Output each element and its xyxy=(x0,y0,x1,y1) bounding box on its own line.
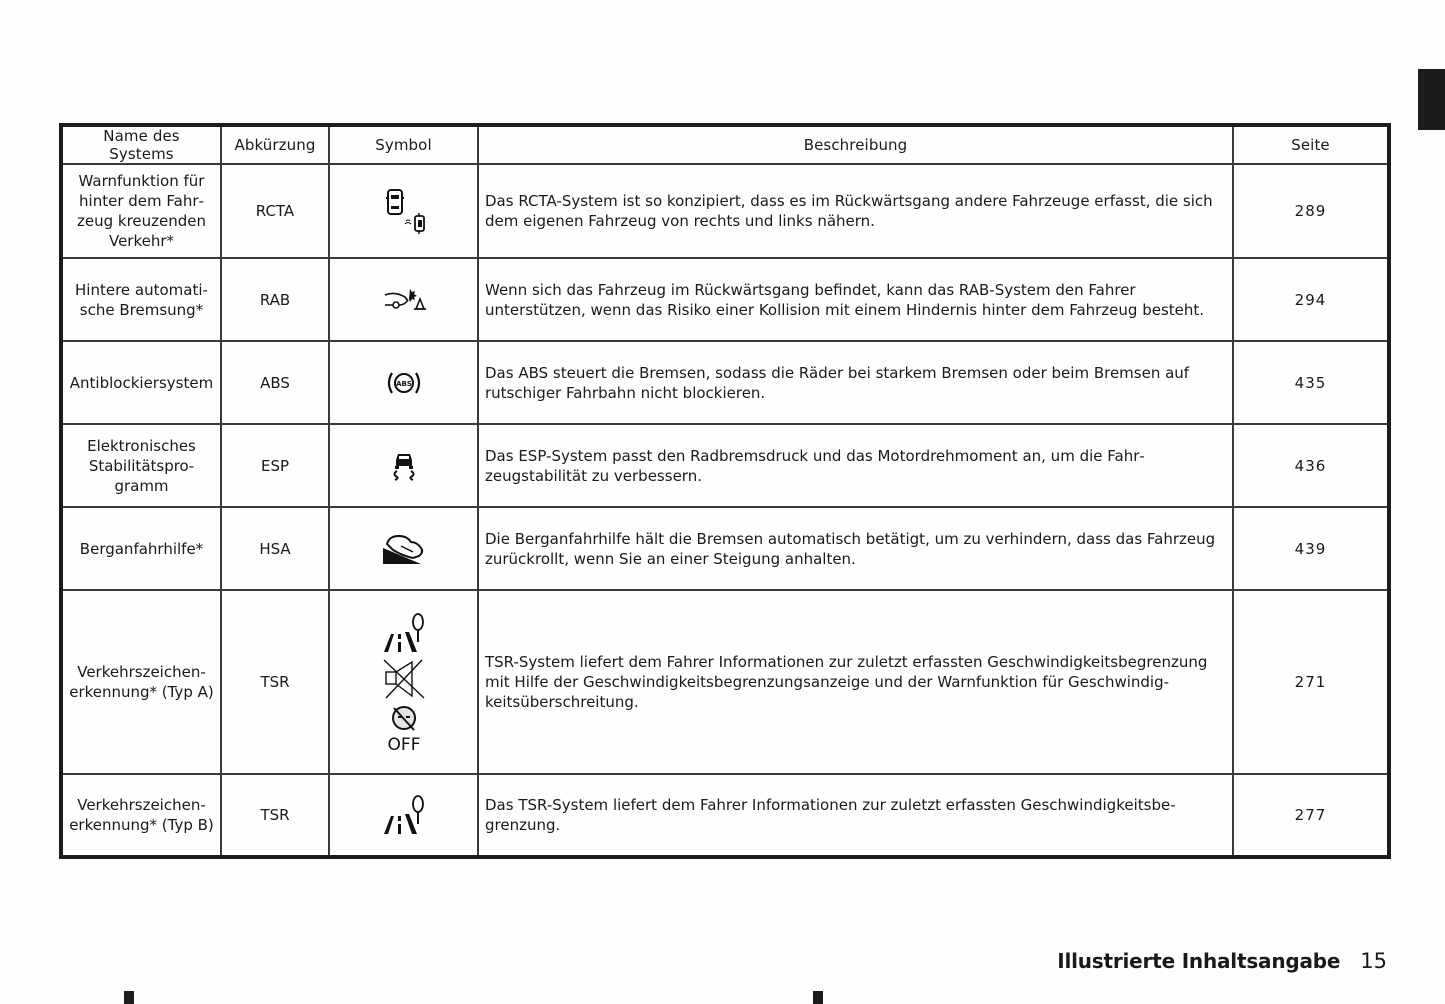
system-description: Das ESP-System passt den Radbremsdruck und das Motordrehmoment an, um die Fahrzeugstabilität zu verbessern. xyxy=(478,424,1233,507)
traffic-sign-road-icon xyxy=(381,612,427,654)
page-footer xyxy=(1057,949,1387,973)
system-description: Das RCTA-System ist so konzipiert, dass es im Rückwärtsgang andere Fahrzeuge erfasst, die sich dem eigenen Fahrzeug von rechts und links nähern. xyxy=(478,164,1233,258)
system-symbol-cell xyxy=(329,774,478,857)
svg-text:ABS: ABS xyxy=(395,379,412,388)
header-name: Name des Systems xyxy=(61,125,221,164)
system-name: Verkehrszeichenerkennung* (Typ A) xyxy=(61,590,221,774)
table-row xyxy=(61,774,1389,857)
table-header-row xyxy=(61,125,1389,164)
page-reference[interactable]: 439 xyxy=(1233,507,1389,590)
svg-text:OFF: OFF xyxy=(387,735,420,752)
abs-warning-icon xyxy=(386,368,422,398)
header-page: Seite xyxy=(1233,125,1389,164)
page-reference[interactable]: 294 xyxy=(1233,258,1389,341)
page-reference[interactable]: 435 xyxy=(1233,341,1389,424)
system-name: Berganfahrhilfe* xyxy=(61,507,221,590)
system-symbol-cell xyxy=(329,507,478,590)
rear-cross-traffic-alert-icon xyxy=(380,186,428,236)
system-description: Die Berganfahrhilfe hält die Bremsen automatisch betätigt, um zu verhindern, dass das Fahrzeug zurückrollt, wenn Sie an einer Steigung anhalten. xyxy=(478,507,1233,590)
system-symbol-cell xyxy=(329,164,478,258)
crop-mark xyxy=(124,991,134,1004)
system-description: TSR-System liefert dem Fahrer Informationen zur zuletzt erfassten Geschwindigkeitsbegrenzung mit Hilfe der Geschwindigkeitsbegrenzungsanzeige und der Warnfunktion für Geschwindigkeitsüberschreitung. xyxy=(478,590,1233,774)
header-symbol: Symbol xyxy=(329,125,478,164)
system-abbreviation: TSR xyxy=(221,774,329,857)
system-description: Wenn sich das Fahrzeug im Rückwärtsgang befindet, kann das RAB-System den Fahrer unterstützen, wenn das Risiko einer Kollision mit einem Hindernis hinter dem Fahrzeug besteht. xyxy=(478,258,1233,341)
section-title: Illustrierte Inhaltsangabe xyxy=(1057,949,1341,973)
speed-warning-off-icon xyxy=(384,704,424,752)
table-row xyxy=(61,424,1389,507)
table-row xyxy=(61,164,1389,258)
header-abbreviation: Abkürzung xyxy=(221,125,329,164)
rear-automatic-braking-icon xyxy=(382,285,426,315)
system-description: Das ABS steuert die Bremsen, sodass die Räder bei starkem Bremsen oder beim Bremsen auf rutschiger Fahrbahn nicht blockieren. xyxy=(478,341,1233,424)
traffic-sign-road-icon xyxy=(381,794,427,836)
hill-start-assist-icon xyxy=(381,532,427,566)
page-reference[interactable]: 436 xyxy=(1233,424,1389,507)
system-overview-table xyxy=(59,123,1391,859)
skidding-car-icon xyxy=(390,451,418,481)
system-symbol-cell xyxy=(329,424,478,507)
table-row xyxy=(61,590,1389,774)
table-row xyxy=(61,507,1389,590)
crop-mark xyxy=(813,991,823,1004)
system-name: Antiblockiersystem xyxy=(61,341,221,424)
system-abbreviation: HSA xyxy=(221,507,329,590)
page-number: 15 xyxy=(1360,949,1387,973)
page-reference[interactable]: 271 xyxy=(1233,590,1389,774)
system-name: Warnfunktion für hinter dem Fahrzeug kreuzenden Verkehr* xyxy=(61,164,221,258)
page-reference[interactable]: 277 xyxy=(1233,774,1389,857)
table-row xyxy=(61,341,1389,424)
system-description: Das TSR-System liefert dem Fahrer Informationen zur zuletzt erfassten Geschwindigkeitsbegrenzung. xyxy=(478,774,1233,857)
system-abbreviation: ESP xyxy=(221,424,329,507)
system-name: Elektronisches Stabilitätsprogramm xyxy=(61,424,221,507)
system-symbol-cell xyxy=(329,590,478,774)
system-abbreviation: RAB xyxy=(221,258,329,341)
table-row xyxy=(61,258,1389,341)
header-description: Beschreibung xyxy=(478,125,1233,164)
system-abbreviation: ABS xyxy=(221,341,329,424)
system-name: Hintere automatische Bremsung* xyxy=(61,258,221,341)
system-symbol-cell xyxy=(329,341,478,424)
system-name: Verkehrszeichenerkennung* (Typ B) xyxy=(61,774,221,857)
system-abbreviation: RCTA xyxy=(221,164,329,258)
chapter-tab-marker xyxy=(1418,69,1445,130)
system-symbol-cell xyxy=(329,258,478,341)
page-reference[interactable]: 289 xyxy=(1233,164,1389,258)
speaker-muted-icon xyxy=(382,658,426,700)
system-abbreviation: TSR xyxy=(221,590,329,774)
